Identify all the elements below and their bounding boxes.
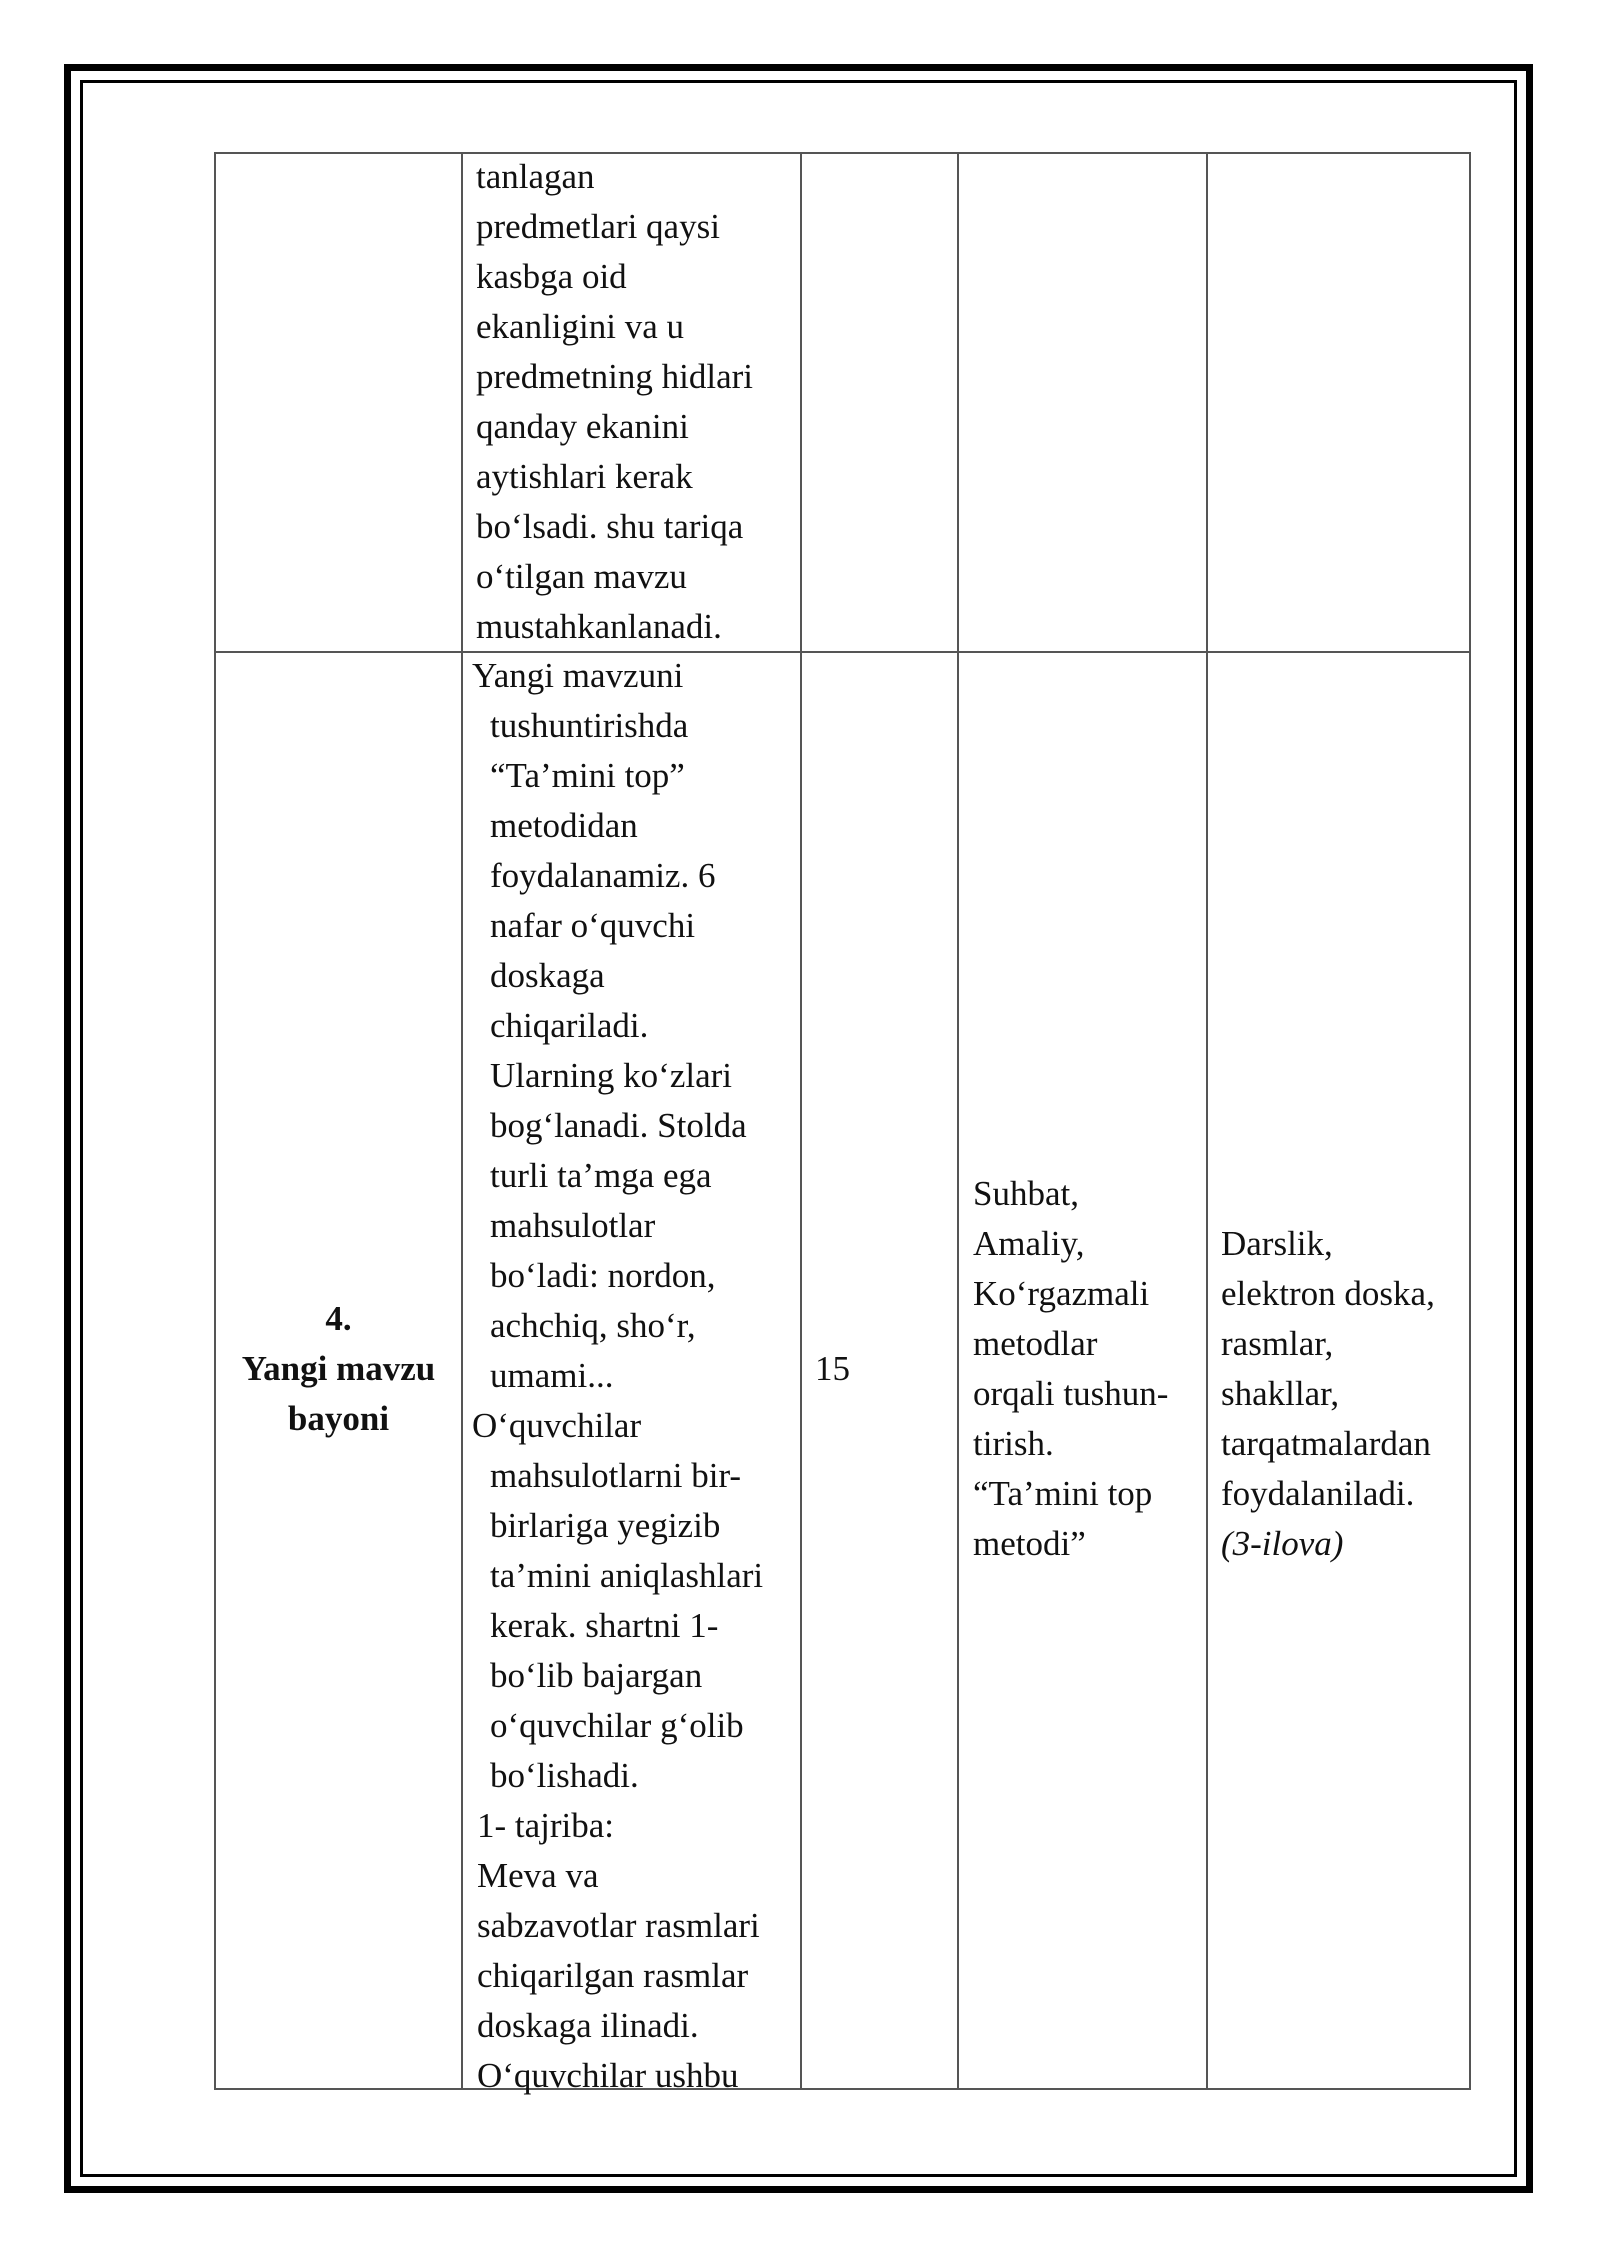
text-line: chiqariladi. xyxy=(490,1006,649,1045)
stage-title: Yangi mavzu xyxy=(241,1349,436,1388)
text-line: achchiq, sho‘r, xyxy=(490,1306,696,1345)
stage-title: bayoni xyxy=(287,1399,390,1438)
text-line: turli ta’mga ega xyxy=(490,1156,712,1195)
stage-number: 4. xyxy=(325,1299,352,1338)
text-line: chiqarilgan rasmlar xyxy=(477,1956,749,1995)
text-line: elektron doska, xyxy=(1221,1274,1435,1313)
page-border-inner xyxy=(80,80,1517,2177)
text-line: orqali tushun- xyxy=(973,1374,1169,1413)
text-line: mahsulotlarni bir- xyxy=(490,1456,742,1495)
methods-cell xyxy=(973,1169,1168,1569)
text-line: doskaga ilinadi. xyxy=(477,2006,699,2045)
text-line: aytishlari kerak xyxy=(476,457,693,496)
text-line: bo‘lsadi. shu tariqa xyxy=(476,507,744,546)
text-line: sabzavotlar rasmlari xyxy=(477,1906,760,1945)
time-value: 15 xyxy=(815,1349,850,1388)
text-line: predmetlari qaysi xyxy=(476,207,720,246)
text-line: umami... xyxy=(490,1356,614,1395)
text-line: mustahkanlanadi. xyxy=(476,607,722,646)
text-line: mahsulotlar xyxy=(490,1206,656,1245)
text-line: tushuntirishda xyxy=(490,706,689,745)
time-cell xyxy=(815,1344,850,1394)
text-line: rasmlar, xyxy=(1221,1324,1334,1363)
text-line: Darslik, xyxy=(1221,1224,1333,1263)
text-line: o‘tilgan mavzu xyxy=(476,557,687,596)
text-line: metodi” xyxy=(973,1524,1086,1563)
text-line: bo‘lishadi. xyxy=(490,1756,639,1795)
activity-paragraph xyxy=(477,1801,760,2101)
text-line: birlariga yegizib xyxy=(490,1506,721,1545)
text-line: O‘quvchilar ushbu xyxy=(477,2056,739,2095)
text-line: foydalanamiz. 6 xyxy=(490,856,716,895)
text-line: Amaliy, xyxy=(973,1224,1085,1263)
text-line: kasbga oid xyxy=(476,257,627,296)
text-line: doskaga xyxy=(490,956,605,995)
text-line: “Ta’mini top xyxy=(973,1474,1153,1513)
text-line: ta’mini aniqlashlari xyxy=(490,1556,764,1595)
text-line: Ko‘rgazmali xyxy=(973,1274,1150,1313)
text-line: bo‘lib bajargan xyxy=(490,1656,703,1695)
stage-label xyxy=(215,1294,462,1444)
text-line: tirish. xyxy=(973,1424,1054,1463)
text-line: Suhbat, xyxy=(973,1174,1079,1213)
text-line: qanday ekanini xyxy=(476,407,689,446)
activity-paragraph xyxy=(472,1401,763,1801)
text-line: bog‘lanadi. Stolda xyxy=(490,1106,747,1145)
text-line: ekanligini va u xyxy=(476,307,685,346)
text-line: Yangi mavzuni xyxy=(472,656,684,695)
text-line: foydalaniladi. xyxy=(1221,1474,1415,1513)
appendix-reference: (3-ilova) xyxy=(1221,1524,1344,1563)
text-line: nafar o‘quvchi xyxy=(490,906,696,945)
text-line: kerak. shartni 1- xyxy=(490,1606,719,1645)
activity-text xyxy=(476,152,753,652)
activity-paragraph xyxy=(472,651,747,1401)
text-line: shakllar, xyxy=(1221,1374,1340,1413)
text-line: metodidan xyxy=(490,806,638,845)
text-line: bo‘ladi: nordon, xyxy=(490,1256,716,1295)
text-line: metodlar xyxy=(973,1324,1098,1363)
resources-cell xyxy=(1221,1219,1435,1569)
text-line: o‘quvchilar g‘olib xyxy=(490,1706,744,1745)
text-line: tarqatmalardan xyxy=(1221,1424,1431,1463)
text-line: tanlagan xyxy=(476,157,595,196)
text-line: “Ta’mini top” xyxy=(490,756,685,795)
text-line: Ularning ko‘zlari xyxy=(490,1056,732,1095)
text-line: 1- tajriba: xyxy=(477,1806,615,1845)
text-line: O‘quvchilar xyxy=(472,1406,642,1445)
text-line: predmetning hidlari xyxy=(476,357,754,396)
text-line: Meva va xyxy=(477,1856,599,1895)
